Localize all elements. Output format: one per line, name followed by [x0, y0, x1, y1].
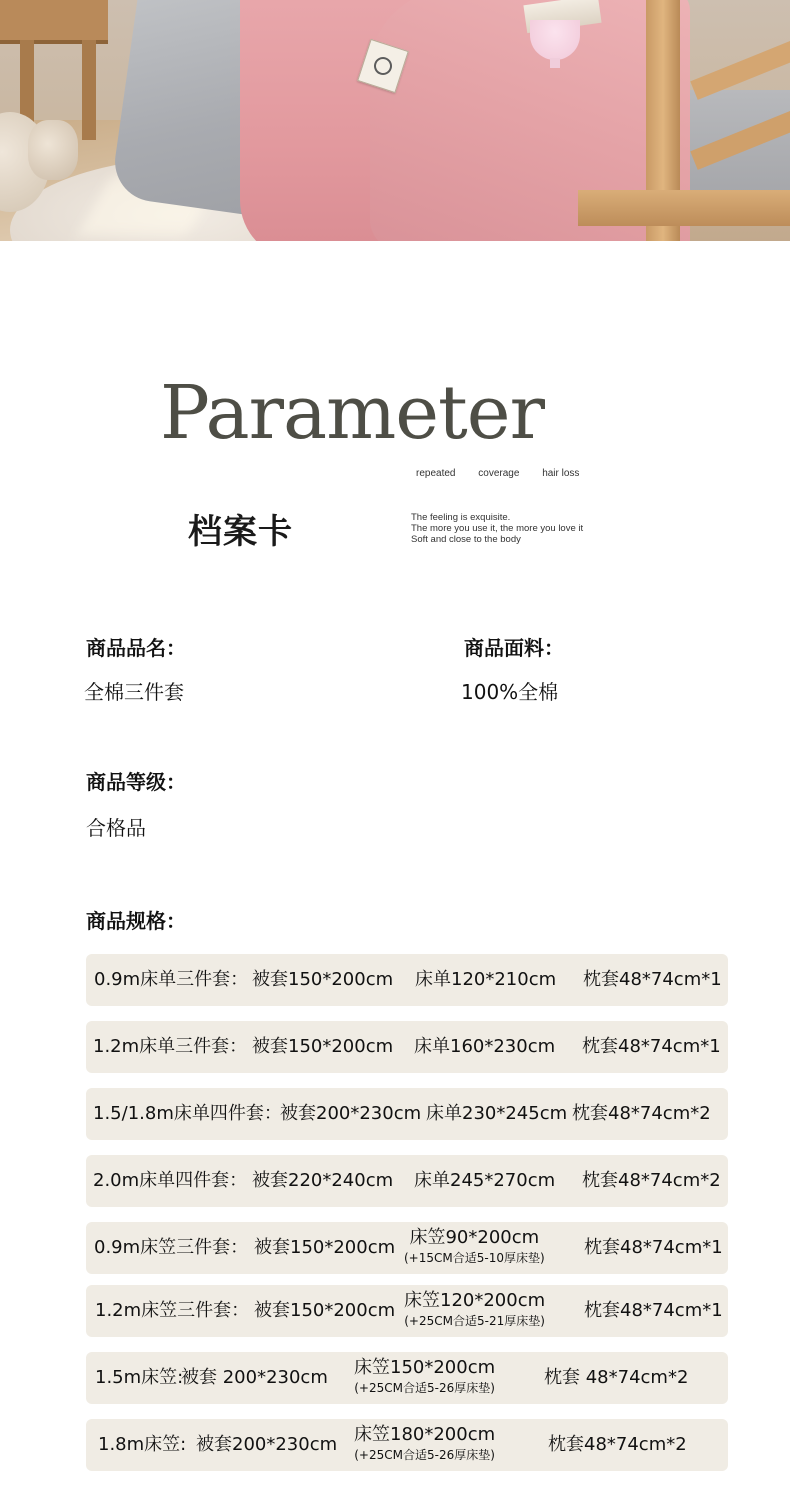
- spec-pillow: 枕套48*74cm*2: [548, 1434, 687, 1455]
- spec-label: 商品规格：: [86, 909, 186, 933]
- spec-sheet-note: (+15CM合适5-10厚床垫): [404, 1251, 545, 1265]
- spec-quilt: 被套150*200cm: [252, 1036, 394, 1057]
- fabric-value: 100%全棉: [461, 680, 559, 704]
- keyword: hair loss: [542, 468, 580, 479]
- spec-sheet: 床笠120*200cm: [404, 1290, 546, 1311]
- spec-sheet-block: [354, 1423, 495, 1463]
- spec-sheet: 床单230*245cm: [426, 1103, 568, 1124]
- spec-row: [86, 954, 728, 1006]
- fabric-label: 商品面料：: [464, 636, 564, 660]
- spec-row: [86, 1222, 728, 1274]
- keyword: repeated: [416, 468, 456, 479]
- spec-pillow: 枕套48*74cm*1: [582, 1036, 721, 1057]
- spec-pillow: 枕套48*74cm*1: [584, 1237, 723, 1258]
- keyword: coverage: [478, 468, 520, 479]
- nightstand-leg: [82, 40, 96, 140]
- spec-quilt: 被套150*200cm: [252, 969, 394, 990]
- spec-size: 1.5m床笠:: [95, 1367, 184, 1388]
- spec-quilt: 被套150*200cm: [254, 1300, 396, 1321]
- nightstand: [0, 0, 108, 44]
- spec-pillow: 枕套48*74cm*1: [584, 1300, 723, 1321]
- spec-sheet: 床单245*270cm: [414, 1170, 556, 1191]
- hero-bedding-photo: [0, 0, 790, 241]
- spec-sheet-note: (+25CM合适5-21厚床垫): [404, 1314, 545, 1328]
- spec-pillow: 枕套 48*74cm*2: [544, 1367, 689, 1388]
- spec-sheet-block: [404, 1289, 545, 1329]
- spec-sheet-block: [354, 1356, 495, 1396]
- grade-label: 商品等级：: [86, 770, 186, 794]
- spec-size: 1.5/1.8m床单四件套：: [93, 1103, 282, 1124]
- spec-size: 1.8m床笠:: [98, 1434, 187, 1455]
- spec-size: 0.9m床单三件套：: [94, 969, 249, 990]
- pink-cup-stem: [550, 58, 560, 68]
- spec-row: [86, 1021, 728, 1073]
- spec-sheet-note: (+25CM合适5-26厚床垫): [354, 1448, 495, 1462]
- subtitle-cn: 档案卡: [188, 512, 293, 552]
- spec-size: 0.9m床笠三件套：: [94, 1237, 249, 1258]
- spec-quilt: 被套150*200cm: [254, 1237, 396, 1258]
- spec-quilt: 被套200*230cm: [280, 1103, 422, 1124]
- tagline-line: The feeling is exquisite.: [411, 512, 511, 523]
- keyword-list: [416, 468, 599, 479]
- spec-pillow: 枕套48*74cm*2: [582, 1170, 721, 1191]
- spec-sheet: 床笠180*200cm: [354, 1424, 496, 1445]
- spec-quilt: 被套220*240cm: [252, 1170, 394, 1191]
- spec-size: 1.2m床笠三件套：: [95, 1300, 250, 1321]
- label-logo-icon: [372, 55, 395, 78]
- spec-quilt: 被套200*230cm: [196, 1434, 338, 1455]
- spec-row: [86, 1088, 728, 1140]
- bed-frame-rail: [578, 190, 790, 226]
- grade-value: 合格品: [86, 816, 146, 840]
- spec-size: 2.0m床单四件套：: [93, 1170, 248, 1191]
- spec-sheet: 床笠150*200cm: [354, 1357, 496, 1378]
- tagline-line: Soft and close to the body: [411, 534, 521, 545]
- pouf: [28, 120, 78, 180]
- product-name-label: 商品品名：: [86, 636, 186, 660]
- spec-sheet-note: (+25CM合适5-26厚床垫): [354, 1381, 495, 1395]
- tagline: [411, 512, 583, 545]
- tagline-line: The more you use it, the more you love it: [411, 523, 584, 534]
- spec-row: [86, 1285, 728, 1337]
- spec-size: 1.2m床单三件套：: [93, 1036, 248, 1057]
- spec-quilt: 被套 200*230cm: [181, 1367, 328, 1388]
- spec-sheet: 床单120*210cm: [415, 969, 557, 990]
- spec-row: [86, 1419, 728, 1471]
- spec-pillow: 枕套48*74cm*2: [572, 1103, 711, 1124]
- spec-row: [86, 1155, 728, 1207]
- spec-sheet: 床笠90*200cm: [409, 1227, 540, 1248]
- page-title: Parameter: [160, 370, 544, 456]
- product-name-value: 全棉三件套: [84, 680, 184, 704]
- spec-sheet: 床单160*230cm: [414, 1036, 556, 1057]
- spec-pillow: 枕套48*74cm*1: [583, 969, 722, 990]
- spec-row: [86, 1352, 728, 1404]
- spec-sheet-block: [404, 1226, 545, 1266]
